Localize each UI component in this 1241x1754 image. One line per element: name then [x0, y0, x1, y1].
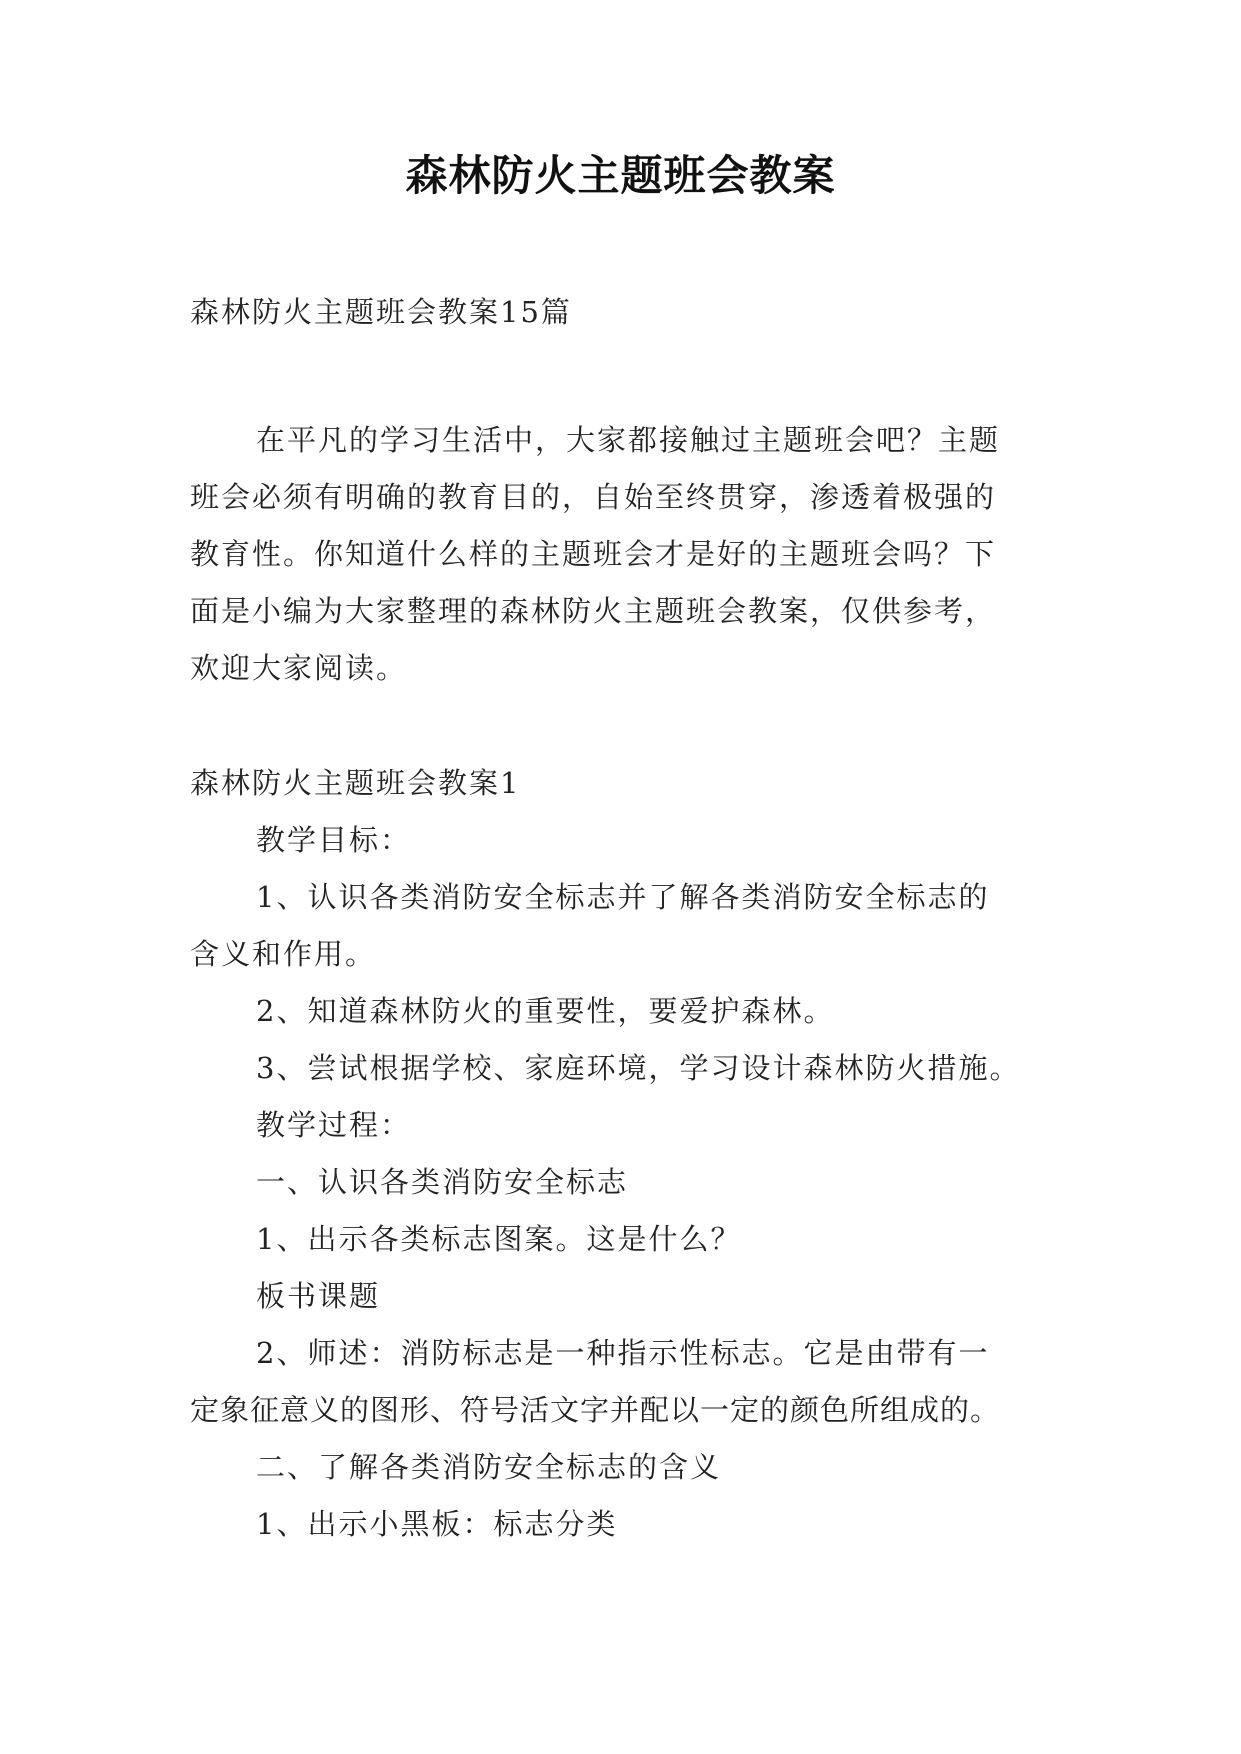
section-line: 一、认识各类消防安全标志 — [256, 1165, 629, 1199]
intro-line: 欢迎大家阅读。 — [190, 651, 408, 685]
section-line: 1、认识各类消防安全标志并了解各类消防安全标志的 — [256, 880, 990, 914]
document-title: 森林防火主题班会教案 — [405, 151, 836, 200]
intro-line: 在平凡的学习生活中，大家都接触过主题班会吧？主题 — [256, 423, 1001, 457]
section-line: 1、出示各类标志图案。这是什么？ — [256, 1222, 742, 1256]
section-line: 3、尝试根据学校、家庭环境，学习设计森林防火措施。 — [256, 1051, 1021, 1085]
section-line: 含义和作用。 — [190, 937, 377, 971]
section-line: 教学过程： — [256, 1108, 412, 1142]
section-line: 二、了解各类消防安全标志的含义 — [256, 1450, 722, 1484]
intro-line: 教育性。你知道什么样的主题班会才是好的主题班会吗？下 — [190, 537, 997, 571]
section-line: 定象征意义的图形、符号活文字并配以一定的颜色所组成的。 — [190, 1393, 1001, 1427]
section-heading: 森林防火主题班会教案1 — [190, 766, 521, 800]
section-line: 2、知道森林防火的重要性，要爱护森林。 — [256, 994, 835, 1028]
document-subtitle: 森林防火主题班会教案15篇 — [190, 295, 572, 329]
section-line: 2、师述：消防标志是一种指示性标志。它是由带有一 — [256, 1336, 990, 1370]
intro-line: 班会必须有明确的教育目的，自始至终贯穿，渗透着极强的 — [190, 480, 997, 514]
section-line: 1、出示小黑板：标志分类 — [256, 1507, 618, 1541]
section-line: 板书课题 — [256, 1279, 381, 1313]
intro-line: 面是小编为大家整理的森林防火主题班会教案，仅供参考， — [190, 594, 997, 628]
section-line: 教学目标： — [256, 823, 412, 857]
